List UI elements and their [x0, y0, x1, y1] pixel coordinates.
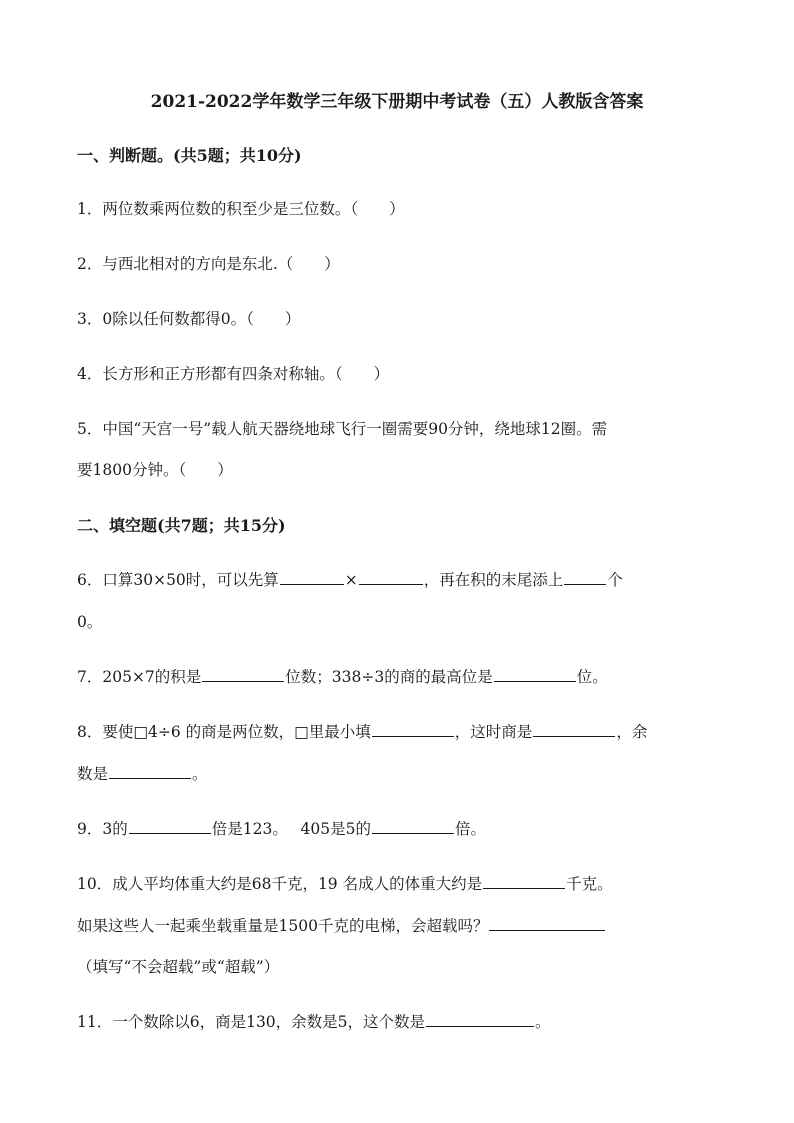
- answer-blank[interactable]: [129, 817, 211, 834]
- question-8-text-b: ，这时商是: [454, 723, 533, 741]
- question-3: 3．0除以任何数都得0。（ ）: [77, 310, 301, 328]
- question-8-text-e: 。: [192, 765, 208, 783]
- question-7-text-c: 位。: [576, 668, 608, 686]
- answer-blank[interactable]: [280, 568, 344, 585]
- question-8-line-1: [77, 720, 647, 742]
- section-heading-fill-in: 二、填空题(共7题；共15分): [77, 516, 286, 535]
- question-8-text-c: ，余: [616, 723, 648, 741]
- question-6-text-d: 个: [607, 571, 623, 589]
- question-8-text-d: 数是: [77, 765, 109, 783]
- answer-blank[interactable]: [202, 665, 284, 682]
- question-1: 1．两位数乘两位数的积至少是三位数。（ ）: [77, 200, 405, 218]
- question-10-line-1: [77, 872, 613, 894]
- answer-blank[interactable]: [564, 568, 606, 585]
- question-11-text-a: 11．一个数除以6，商是130，余数是5，这个数是: [77, 1013, 426, 1031]
- question-9-text-c: 倍。: [454, 820, 486, 838]
- answer-blank[interactable]: [489, 914, 605, 931]
- question-5-line-1: 5．中国“天宫一号”载人航天器绕地球飞行一圈需要90分钟，绕地球12圈。需: [77, 420, 608, 438]
- question-11-text-b: 。: [535, 1013, 551, 1031]
- question-9-text-b: 倍是123。 405是5的: [211, 820, 371, 838]
- answer-blank[interactable]: [426, 1010, 534, 1027]
- section-heading-judgment: 一、判断题。(共5题；共10分): [77, 146, 302, 165]
- page-title: 2021-2022学年数学三年级下册期中考试卷（五）人教版含答案: [150, 92, 644, 112]
- question-11: [77, 1010, 551, 1032]
- question-5-line-2: 要1800分钟。（ ）: [77, 461, 233, 479]
- question-6-line-2: 0。: [77, 613, 103, 631]
- answer-blank[interactable]: [359, 568, 423, 585]
- question-2: 2．与西北相对的方向是东北.（ ）: [77, 255, 340, 273]
- question-10-text-a: 10．成人平均体重大约是68千克，19 名成人的体重大约是: [77, 875, 483, 893]
- answer-blank[interactable]: [372, 720, 454, 737]
- answer-blank[interactable]: [494, 665, 576, 682]
- question-10-line-2: [77, 914, 606, 936]
- question-10-line-3: （填写“不会超载”或“超载”）: [77, 958, 280, 976]
- answer-blank[interactable]: [533, 720, 615, 737]
- question-7-text-b: 位数；338÷3的商的最高位是: [285, 668, 493, 686]
- answer-blank[interactable]: [109, 762, 191, 779]
- question-4: 4．长方形和正方形都有四条对称轴。（ ）: [77, 365, 390, 383]
- question-7: [77, 665, 608, 687]
- question-8-text-a: 8．要使□4÷6 的商是两位数，□里最小填: [77, 723, 371, 741]
- question-9: [77, 817, 486, 839]
- answer-blank[interactable]: [372, 817, 454, 834]
- question-10-text-c: 如果这些人一起乘坐载重量是1500千克的电梯，会超载吗？: [77, 917, 489, 935]
- question-6-text-a: 6．口算30×50时，可以先算: [77, 571, 279, 589]
- answer-blank[interactable]: [483, 872, 565, 889]
- question-6-text-c: ，再在积的末尾添上: [423, 571, 564, 589]
- question-10-text-b: 千克。: [566, 875, 613, 893]
- question-8-line-2: [77, 762, 208, 784]
- question-9-text-a: 9．3的: [77, 820, 128, 838]
- question-6-line-1: [77, 568, 623, 590]
- question-7-text-a: 7．205×7的积是: [77, 668, 202, 686]
- question-6-text-b: ×: [344, 571, 358, 589]
